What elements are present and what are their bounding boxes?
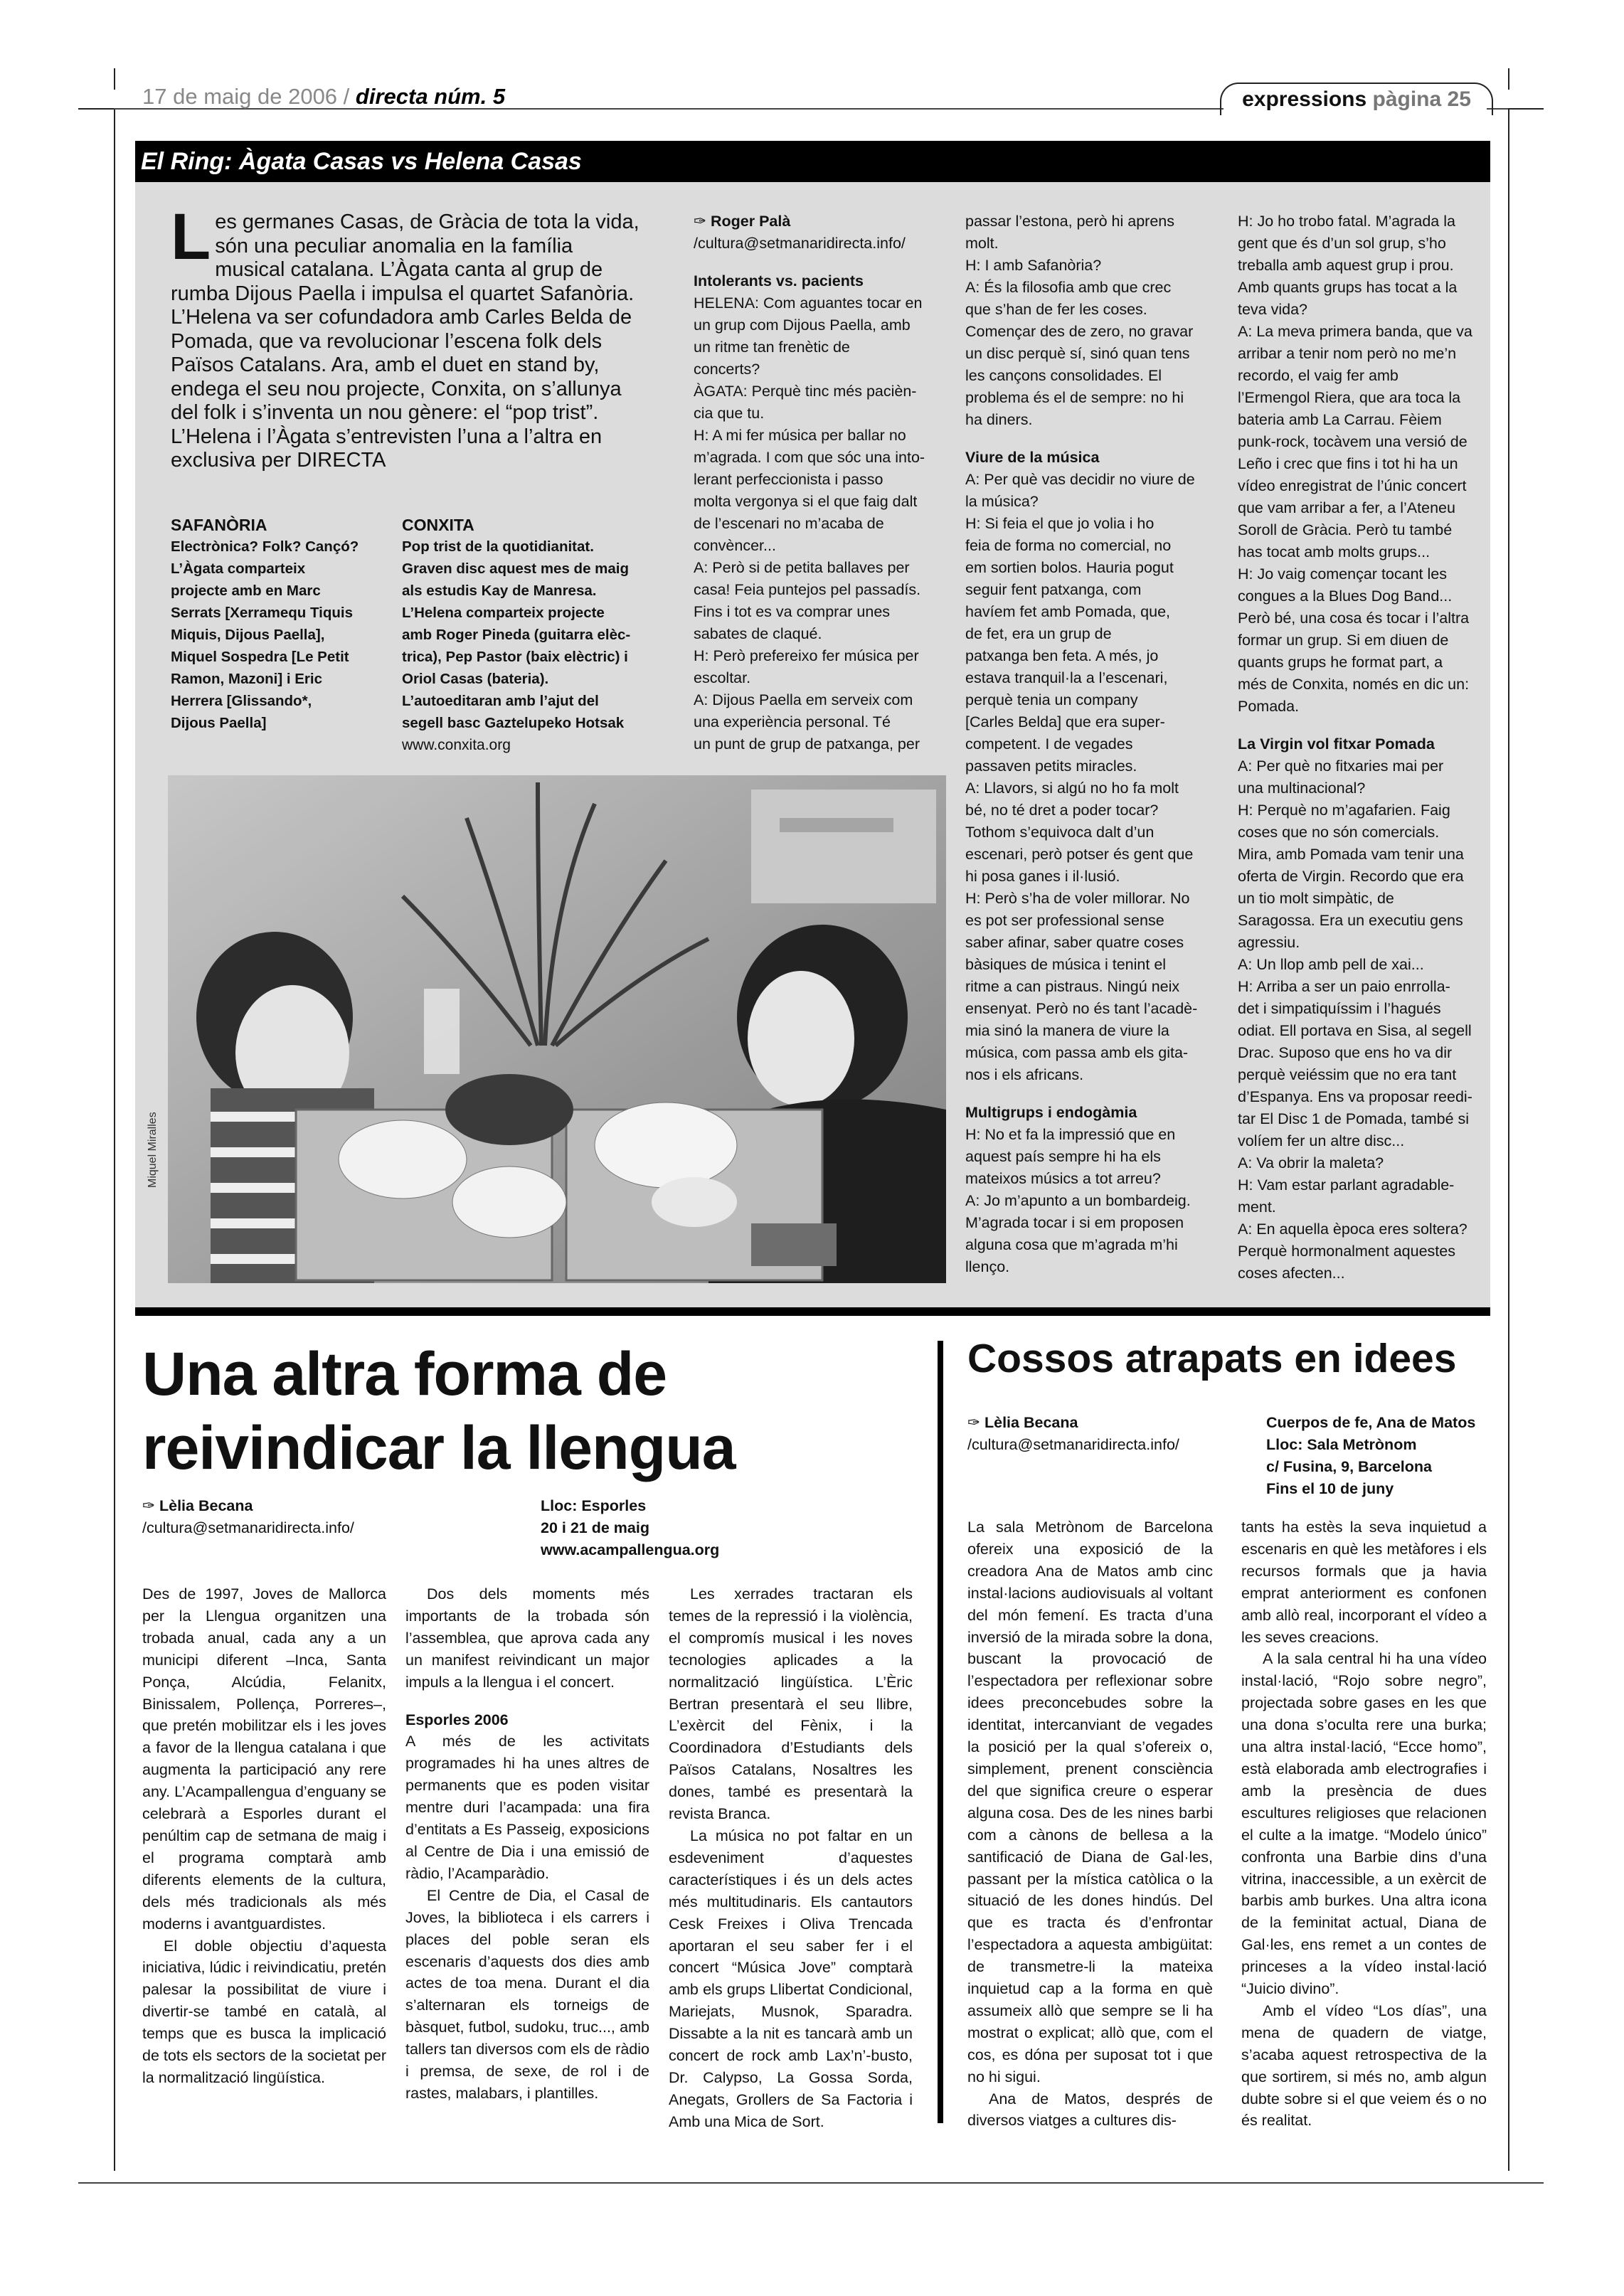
- text-line: Leño i crec que fins i tot hi ha un: [1238, 455, 1458, 472]
- text-line: un disc perquè sí, sinó quan tens: [965, 345, 1190, 362]
- text-line: mateixos músics a tot arreu?: [965, 1170, 1161, 1187]
- text-line: H: Vam estar parlant agradable-: [1238, 1176, 1455, 1194]
- section-name: expressions: [1242, 87, 1367, 111]
- photo-sisters-eating: [168, 775, 946, 1283]
- text-line: estava tranquil·la a l’escenari,: [965, 669, 1168, 686]
- text-line: un ritme tan frenètic de: [694, 339, 850, 356]
- text-line: casa! Feia puntejos pel passadís.: [694, 581, 921, 598]
- text-line: coses afecten...: [1238, 1265, 1345, 1282]
- text-line: Pop trist de la quotidianitat.: [402, 538, 594, 555]
- text-line: H: Però s’ha de voler millorar. No: [965, 890, 1190, 907]
- paragraph: La sala Metrònom de Barcelona ofereix una exposició de la creadora Ana de Matos amb cinc instal·lacions audiovisuals al voltant del món femení. Es tracta d’una inversió de la mirada sobre la dona, buscant la provocació de l’espectadora per reflexionar sobre idees preconcebudes sobre la identitat, intercanviant de vegades la posició per la qual s’ofereix o, simplement, prenent consciència del que significa creure o esperar alguna cosa. Des de les nines barbi com a cànons de bellesa a la santificació de Diana de Gal·les, passant per la mística catòlica o la situació de les dones hindús. Del que es tracta és d’enfrontar l’espectadora a aquesta ambigüitat: de transmetre-li la mateixa inquietud cap a la forma en què assumeix allò que sempre se li ha mostrat o explicat; allò que, com el cos, es dóna per suposat tot i que no hi sigui.: [967, 1519, 1213, 2085]
- text-line: concerts?: [694, 361, 760, 378]
- text-line: més de Conxita, només en dic un:: [1238, 676, 1470, 693]
- text-line: hi posa ganes i il·lusió.: [965, 868, 1120, 885]
- interview-text: [1238, 755, 1487, 1285]
- text-line: passar l’estona, però hi aprens: [965, 213, 1175, 230]
- text-line: H: I amb Safanòria?: [965, 257, 1102, 274]
- box-title: SAFANÒRIA: [171, 516, 267, 534]
- crop-mark: [1508, 108, 1544, 110]
- text-line: A: En aquella època eres soltera?: [1238, 1221, 1468, 1238]
- article1-col-1: [142, 1583, 386, 2089]
- ring-title-bar: [135, 141, 1490, 182]
- text-line: nos i els africans.: [965, 1066, 1084, 1083]
- text-line: Electrònica? Folk? Cançó?: [171, 538, 359, 555]
- frame-bottom: [78, 2182, 1544, 2184]
- text-line: arribar a tenir nom però no me’n: [1238, 345, 1457, 362]
- crop-mark: [114, 68, 115, 90]
- text-line: H: Jo vaig començar tocant les: [1238, 565, 1447, 583]
- text-line: H: No et fa la impressió que en: [965, 1126, 1176, 1143]
- text-line: volíem fer un altre disc...: [1238, 1132, 1405, 1149]
- article2-info: [1266, 1412, 1501, 1500]
- text-line: música, com passa amb els gita-: [965, 1044, 1189, 1061]
- text-line: tar El Disc 1 de Pomada, també si: [1238, 1110, 1470, 1127]
- text-line: la música?: [965, 493, 1039, 510]
- text-line: treballa amb aquest grup i prou.: [1238, 257, 1454, 274]
- article1-col-3: [669, 1583, 913, 2133]
- paragraph: El Centre de Dia, el Casal de Joves, la biblioteca i els carrers i places del poble seran els escenaris d’aquests dos dies amb actes de toa mena. Durant el dia s’alternaran els torneigs de bàsquet, futbol, sudoku, truc..., amb tallers tan diversos com els de ràdio i premsa, de sexe, de rol i de rastes, malabars, i plantilles.: [405, 1886, 649, 2102]
- text-line: Tothom s’equivoca dalt d’un: [965, 824, 1155, 841]
- text-line: A: Per què vas decidir no viure de: [965, 471, 1195, 488]
- section-divider: [135, 1307, 1490, 1316]
- article2-author: ✑ Lèlia Becana: [967, 1414, 1078, 1431]
- text-line: A: Un llop amb pell de xai...: [1238, 956, 1424, 973]
- frame-left: [114, 108, 115, 2171]
- subheading: Intolerants vs. pacients: [694, 272, 864, 289]
- paragraph: Les xerrades tractaran els temes de la repressió i la violència, el compromís musical i les noves tecnologies aplicades a la normalització lingüística. L’Èric Bertran presentarà el seu llibre, L’exèrcit del Fènix, i la Coordinadora d’Estudiants dels Països Catalans, Nosaltres les dones, també es presentarà la revista Branca.: [669, 1585, 913, 1823]
- text-line: A: Dijous Paella em serveix com: [694, 691, 913, 708]
- paragraph: A més de les activitats programades hi ha unes altres de permanents que es poden visitar mentre duri l’acampada: una fira d’entitats a Es Passeig, exposicions al Centre de Dia i una emissió de ràdio, l’Acamparàdio.: [405, 1733, 649, 1882]
- article2-title: Cossos atrapats en idees: [967, 1336, 1457, 1381]
- text-line: alguna cosa que m’agrada m’hi: [965, 1236, 1178, 1253]
- text-line: sabates de claqué.: [694, 625, 822, 642]
- text-line: que vam arribar a fer, a l’Ateneu: [1238, 499, 1455, 516]
- box-title: CONXITA: [402, 516, 474, 534]
- ring-intro: [171, 201, 647, 473]
- interview-email: /cultura@setmanaridirecta.info/: [694, 235, 906, 252]
- text-line: bé, no té dret a poder tocar?: [965, 802, 1159, 819]
- text-line: l’Ermengol Riera, que ara toca la: [1238, 389, 1461, 406]
- text-line: ÀGATA: Perquè tinc més pacièn-: [694, 383, 917, 400]
- text-line: lerant perfeccionista i passo: [694, 471, 883, 488]
- article1-title-line1: Una altra forma de: [142, 1340, 667, 1408]
- text-line: Mira, amb Pomada vam tenir una: [1238, 846, 1464, 863]
- text-line: de l’escenari no m’acaba de: [694, 515, 884, 532]
- text-line: una experiència personal. Té: [694, 713, 891, 730]
- interview-text: [965, 211, 1207, 431]
- crop-mark: [1508, 68, 1509, 90]
- text-line: ha diners.: [965, 411, 1033, 428]
- paragraph: Ana de Matos, després de diversos viatges a cultures dis-: [967, 2090, 1213, 2130]
- text-line: passaven petits miracles.: [965, 758, 1137, 775]
- text-line: recordo, el vaig fer amb: [1238, 367, 1399, 384]
- text-line: ritme a can pistraus. Ningú neix: [965, 978, 1180, 995]
- text-line: feia de forma no comercial, no: [965, 537, 1172, 554]
- article1-url: www.acampallengua.org: [541, 1541, 720, 1558]
- text-line: Començar des de zero, no gravar: [965, 323, 1194, 340]
- text-line: trica), Pep Pastor (baix elèctric) i: [402, 649, 628, 665]
- interview-text: [965, 1124, 1207, 1278]
- text-line: A: És la filosofia amb que crec: [965, 279, 1172, 296]
- interview-col-3: [1238, 211, 1487, 1285]
- text-line: llenço.: [965, 1258, 1010, 1275]
- conxita-url: www.conxita.org: [402, 737, 511, 753]
- intro-dropcap: L: [171, 201, 211, 273]
- ring-bar-prefix: El Ring:: [141, 148, 233, 175]
- text-line: L’autoeditaran amb l’ajut del: [402, 693, 599, 709]
- text-line: Fins i tot es va comprar unes: [694, 603, 891, 620]
- article1-title: [142, 1337, 896, 1485]
- text-line: Dijous Paella]: [171, 715, 267, 731]
- paragraph: Des de 1997, Joves de Mallorca per la Llengua organitzen una trobada anual, cada any a un municipi diferent –Inca, Santa Ponça, Alcúdia, Felanitx, Binissalem, Pollença, Porreres–, que pretén mobilitzar els i les joves a favor de la llengua catalana i que augmenta la participació any rere any. L’Acampallengua d’enguany se celebrarà a Esporles durant el penúltim cap de setmana de maig i el programa comptarà amb diferents elements de la cultura, dels més tradicionals als més moderns i avantguardistes.: [142, 1585, 386, 1933]
- text-line: perquè tenia un company: [965, 691, 1138, 708]
- text-line: patxanga ben feta. A més, jo: [965, 647, 1159, 664]
- interview-text: [965, 469, 1207, 1086]
- text-line: seguir fent patxanga, com: [965, 581, 1142, 598]
- safanoria-box: [171, 514, 384, 734]
- crop-mark: [78, 108, 114, 110]
- text-line: oferta de Virgin. Recordo que era: [1238, 868, 1464, 885]
- text-line: problema és el de sempre: no hi: [965, 389, 1184, 406]
- text-line: convèncer...: [694, 537, 776, 554]
- text-line: als estudis Kay de Manresa.: [402, 583, 597, 599]
- box-body: [171, 536, 384, 734]
- article2-col-1: [967, 1516, 1213, 2132]
- article2-venue: Lloc: Sala Metrònom: [1266, 1436, 1417, 1453]
- text-line: quants grups he format part, a: [1238, 654, 1443, 671]
- text-line: mia sinó la manera de viure la: [965, 1022, 1169, 1039]
- article1-byline: [142, 1495, 441, 1539]
- photo-credit: Miquel Miralles: [147, 1112, 159, 1188]
- text-line: L’Helena comparteix projecte: [402, 605, 605, 621]
- text-line: projecte amb en Marc: [171, 583, 321, 599]
- text-line: HELENA: Com aguantes tocar en: [694, 294, 923, 312]
- photo-illustration: [168, 775, 946, 1283]
- text-line: competent. I de vegades: [965, 735, 1133, 753]
- box-body: [402, 536, 658, 734]
- text-line: saber afinar, saber quatre coses: [965, 934, 1184, 951]
- text-line: bàsiques de música i tenint el: [965, 956, 1167, 973]
- text-line: bateria amb La Carrau. Fèiem: [1238, 411, 1442, 428]
- text-line: congues a la Blues Dog Band...: [1238, 588, 1453, 605]
- subheading: La Virgin vol fitxar Pomada: [1238, 735, 1435, 753]
- text-line: escenari, però potser és gent que: [965, 846, 1194, 863]
- text-line: escoltar.: [694, 669, 751, 686]
- subheading: Viure de la música: [965, 449, 1100, 466]
- conxita-box: [402, 514, 658, 756]
- text-line: les cançons consolidades. El: [965, 367, 1162, 384]
- text-line: odiat. Ell portava en Sisa, al segell: [1238, 1022, 1472, 1039]
- text-line: H: Si feia el que jo volia i ho: [965, 515, 1155, 532]
- text-line: molta vergonya si el que faig dalt: [694, 493, 918, 510]
- article1-dates: 20 i 21 de maig: [541, 1519, 649, 1536]
- intro-text: es germanes Casas, de Gràcia de tota la vida, són una peculiar anomalia en la família musical catalana. L’Àgata canta al grup de rumba Dijous Paella i impulsa el quartet Safanòria. L’Helena va ser cofundadora amb Carles Belda de Pomada, que va revolucionar l’escena folk dels Països Catalans. Ara, amb el duet en stand by, endega el seu nou projecte, Conxita, on s’allunya del folk i s’inventa un nou gènere: el “pop trist”. L’Helena i l’Àgata s’entrevisten l’una a l’altra en exclusiva per DIRECTA: [171, 211, 639, 472]
- column-divider: [938, 1341, 943, 2123]
- text-line: Pomada.: [1238, 698, 1300, 715]
- text-line: A: La meva primera banda, que va: [1238, 323, 1472, 340]
- article2-show: Cuerpos de fe, Ana de Matos: [1266, 1414, 1476, 1431]
- article2-until: Fins el 10 de juny: [1266, 1480, 1394, 1497]
- article1-title-line2: reivindicar la llengua: [142, 1414, 736, 1482]
- interview-text: [1238, 211, 1487, 718]
- text-line: Herrera [Glissando*,: [171, 693, 312, 709]
- text-line: aquest país sempre hi ha els: [965, 1148, 1161, 1165]
- article1-place: Lloc: Esporles: [541, 1497, 647, 1514]
- text-line: que s’han de fer les coses.: [965, 301, 1147, 318]
- text-line: [Carles Belda] que era super-: [965, 713, 1165, 730]
- text-line: teva vida?: [1238, 301, 1308, 318]
- interview-col-2: [965, 211, 1207, 1278]
- text-line: amb Roger Pineda (guitarra elèc-: [402, 627, 631, 643]
- article1-author: ✑ Lèlia Becana: [142, 1497, 253, 1514]
- article2-email: /cultura@setmanaridirecta.info/: [967, 1436, 1179, 1453]
- text-line: es pot ser professional sense: [965, 912, 1164, 929]
- text-line: H: Però prefereixo fer música per: [694, 647, 919, 664]
- text-line: agressiu.: [1238, 934, 1300, 951]
- text-line: un tio molt simpàtic, de: [1238, 890, 1394, 907]
- text-line: cia que tu.: [694, 405, 765, 422]
- text-line: A: Va obrir la maleta?: [1238, 1154, 1384, 1171]
- text-line: em sortien bolos. Hauria pogut: [965, 559, 1174, 576]
- text-line: Saragossa. Era un executiu gens: [1238, 912, 1463, 929]
- text-line: A: Llavors, si algú no ho fa molt: [965, 780, 1179, 797]
- text-line: A: Però si de petita ballaves per: [694, 559, 910, 576]
- paragraph: Dos dels moments més importants de la trobada són l’assemblea, que aprova cada any un manifest reivindicant un major impuls a la llengua i el concert.: [405, 1585, 649, 1691]
- text-line: punk-rock, tocàvem una versió de: [1238, 433, 1468, 450]
- text-line: un grup com Dijous Paella, amb: [694, 317, 911, 334]
- text-line: Amb quants grups has tocat a la: [1238, 279, 1458, 296]
- paragraph: La música no pot faltar en un esdeveniment d’aquestes característiques i és un dels actes més multitudinaris. Els cantautors Cesk Freixes i Oliva Trencada aportaran el seu saber fer i el concert “Música Jove” comptarà amb els grups Llibertat Condicional, Mariejats, Musnok, Sparadra. Dissabte a la nit es tancarà amb un concert de rock amb Lax’n’-busto, Dr. Calypso, La Gossa Sorda, Anegats, Grollers de Sa Factoria i Amb una Mica de Sort.: [669, 1827, 913, 2130]
- text-line: has tocat amb molts grups...: [1238, 543, 1431, 560]
- ring-bar-title: Àgata Casas vs Helena Casas: [238, 148, 582, 175]
- text-line: det i simpatiquíssim i l’hagués: [1238, 1000, 1441, 1017]
- article2-col-2: [1241, 1516, 1487, 2132]
- frame-right: [1508, 108, 1509, 2171]
- article1-col-2: [405, 1583, 649, 2105]
- text-line: perquè veiéssim que no era tant: [1238, 1066, 1457, 1083]
- paragraph: tants ha estès la seva inquietud a escenaris en què les metàfores i els recursos formals que ja havia emprat anteriorment es confonen amb allò real, incorporant el vídeo a les seves creacions.: [1241, 1519, 1487, 1646]
- text-line: havíem fet amb Pomada, que,: [965, 603, 1171, 620]
- page-number: pàgina 25: [1372, 87, 1471, 111]
- text-line: de fet, era un grup de: [965, 625, 1112, 642]
- text-line: Soroll de Gràcia. Però tu també: [1238, 521, 1453, 538]
- text-line: H: Arriba a ser un paio enrrolla-: [1238, 978, 1450, 995]
- text-line: gent que és d’un sol grup, s’ho: [1238, 235, 1446, 252]
- paragraph: Amb el vídeo “Los días”, una mena de quadern de viatge, s’acaba aquest retrospectiva de la que sortirem, si més no, amb algun dubte sobre si el que veiem és o no és realitat.: [1241, 2002, 1487, 2130]
- subheading: Esporles 2006: [405, 1711, 509, 1728]
- subheading: Multigrups i endogàmia: [965, 1104, 1137, 1121]
- text-line: L’Àgata comparteix: [171, 560, 306, 577]
- article2-address: c/ Fusina, 9, Barcelona: [1266, 1458, 1433, 1475]
- text-line: vídeo enregistrat de l’únic concert: [1238, 477, 1467, 494]
- text-line: m’agrada. I com que sóc una into-: [694, 449, 925, 466]
- paragraph: A la sala central hi ha una vídeo instal·lació, “Rojo sobre negro”, projectada sobre gases en les que una dona s’oculta rere una burka; una altra instal·lació, “Ecce homo”, està elaborada amb electrografies i amb la presència de dues escultures religioses que relacionen el culte a la imatge. “Modelo único” confronta una Barbie dins d’una vitrina, inaccessible, a un exèrcit de barbis amb burkes. Una altra icona de la feminitat actual, Diana de Gal·les, ens remet a un contes de princeses a la vídeo instal·lació “Juicio divino”.: [1241, 1650, 1487, 1998]
- text-line: Però bé, una cosa és tocar i l’altra: [1238, 610, 1470, 627]
- text-line: ment.: [1238, 1199, 1276, 1216]
- text-line: Oriol Casas (bateria).: [402, 671, 549, 687]
- text-line: segell basc Gaztelupeko Hotsak: [402, 715, 625, 731]
- text-line: A: Jo m’apunto a un bombardeig.: [965, 1192, 1191, 1209]
- text-line: formar un grup. Si em diuen de: [1238, 632, 1449, 649]
- issue-date: 17 de maig de 2006 /: [142, 84, 350, 109]
- text-line: ensenyat. Però no és tant l’acadè-: [965, 1000, 1198, 1017]
- text-line: H: Perquè no m’agafarien. Faig: [1238, 802, 1450, 819]
- text-line: un punt de grup de patxanga, per: [694, 735, 920, 753]
- text-line: H: A mi fer música per ballar no: [694, 427, 906, 444]
- text-line: A: Per què no fitxaries mai per: [1238, 758, 1444, 775]
- interview-text: [694, 292, 939, 755]
- text-line: Perquè hormonalment aquestes: [1238, 1243, 1455, 1260]
- text-line: H: Jo ho trobo fatal. M’agrada la: [1238, 213, 1455, 230]
- text-line: d’Espanya. Ens va proposar reedi-: [1238, 1088, 1472, 1105]
- text-line: M’agrada tocar i si em proposen: [965, 1214, 1184, 1231]
- page-header-left: [142, 84, 505, 110]
- text-line: Miquel Sospedra [Le Petit: [171, 649, 349, 665]
- article1-info: [541, 1495, 839, 1561]
- text-line: Miquis, Dijous Paella],: [171, 627, 325, 643]
- text-line: Serrats [Xerramequ Tiquis: [171, 605, 353, 621]
- text-line: Drac. Suposo que ens ho va dir: [1238, 1044, 1453, 1061]
- interview-author: ✑ Roger Palà: [694, 213, 791, 230]
- text-line: Ramon, Mazoni] i Eric: [171, 671, 322, 687]
- paragraph: El doble objectiu d’aquesta iniciativa, lúdic i reivindicatiu, pretén palesar la possibilitat de viure i divertir-se també en català, al temps que es busca la implicació de tots els sectors de la societat per la normalització lingüística.: [142, 1937, 386, 2086]
- issue-number: directa núm. 5: [355, 84, 506, 109]
- text-line: coses que no són comercials.: [1238, 824, 1440, 841]
- interview-col-1: [694, 211, 939, 755]
- text-line: una multinacional?: [1238, 780, 1366, 797]
- page-header-right: [1220, 83, 1493, 115]
- article1-email: /cultura@setmanaridirecta.info/: [142, 1519, 354, 1536]
- text-line: molt.: [965, 235, 999, 252]
- article2-byline: [967, 1412, 1252, 1456]
- text-line: Graven disc aquest mes de maig: [402, 560, 630, 577]
